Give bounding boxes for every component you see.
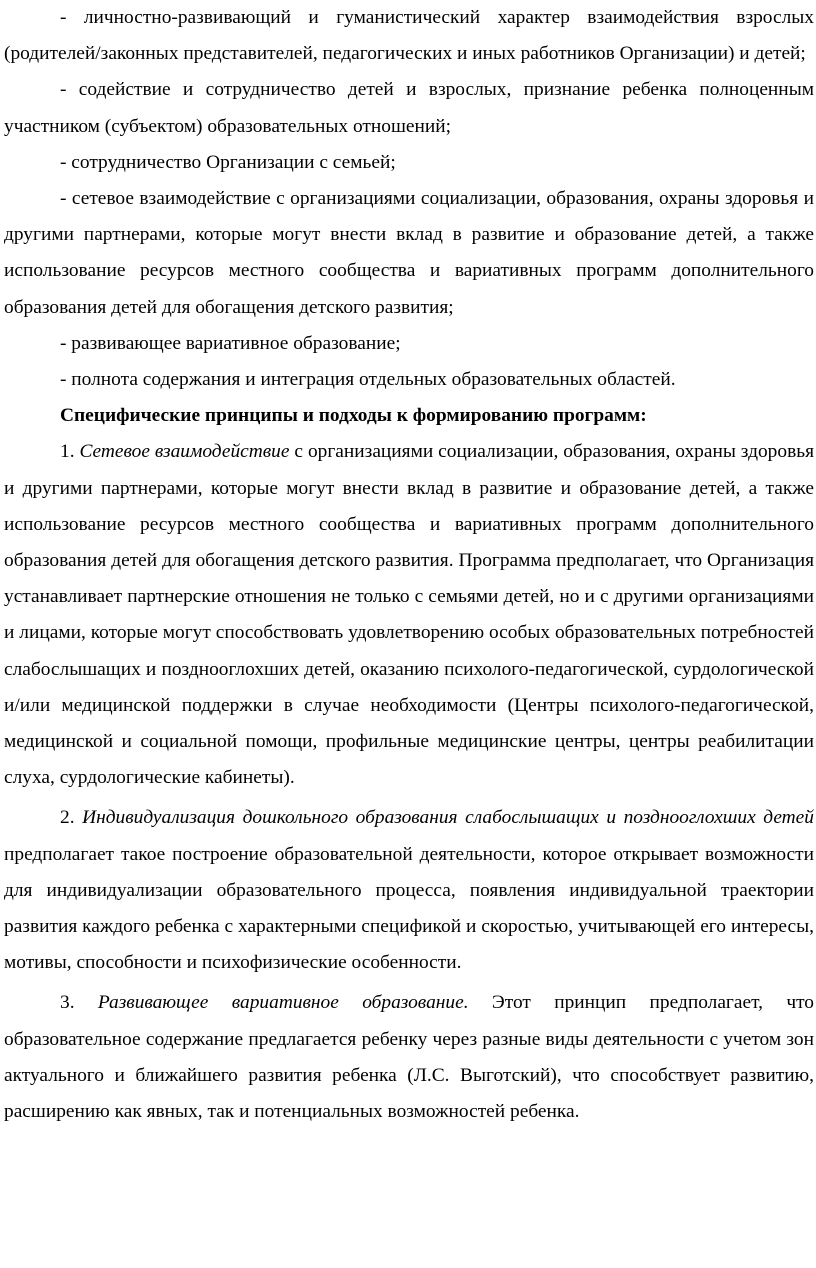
- list-item: - сотрудничество Организации с семьей;: [60, 151, 396, 173]
- principle-title: Сетевое взаимодействие: [79, 441, 290, 463]
- principle-title: Индивидуализация дошкольного образования слабослышащих и позднооглохших детей: [82, 807, 814, 829]
- principle-text: предполагает такое построение образовательной деятельности, которое открывает возможности для индивидуализации образовательного процесса, появления индивидуальной траектории развития каждого ребенка с характерными спецификой и скоростью, учитывающей его интересы, мотивы, способности и психофизические особенности.: [4, 843, 814, 974]
- principle-title: Развивающее вариативное образование.: [97, 992, 469, 1014]
- principle-paragraph: [4, 800, 814, 981]
- document-page: [4, 0, 814, 1130]
- principle-number: 1.: [60, 441, 75, 463]
- list-item: - содействие и сотрудничество детей и взрослых, признание ребенка полноценным участником (субъектом) образовательных отношений;: [4, 79, 814, 137]
- principle-text: Этот принцип предполагает, что образовательное содержание предлагается ребенку через разные виды деятельности с учетом зон актуального и ближайшего развития ребенка (Л.С. Выготский), что способствует развитию, расширению как явных, так и потенциальных возможностей ребенка.: [4, 992, 814, 1123]
- principle-number: 3.: [60, 992, 75, 1014]
- principle-paragraph: [4, 985, 814, 1130]
- section-heading: Специфические принципы и подходы к формированию программ:: [60, 405, 647, 427]
- list-item: - полнота содержания и интеграция отдельных образовательных областей.: [60, 369, 676, 391]
- list-item: - развивающее вариативное образование;: [60, 332, 401, 354]
- principle-paragraph: [4, 434, 814, 796]
- list-item: - сетевое взаимодействие с организациями социализации, образования, охраны здоровья и другими партнерами, которые могут внести вклад в развитие и образование детей, а также использование ресурсов местного сообщества и вариативных программ дополнительного образования детей для обогащения детского развития;: [4, 188, 814, 318]
- principle-text: с организациями социализации, образования, охраны здоровья и другими партнерами, которые могут внести вклад в развитие и образование детей, а также использование ресурсов местного сообщества и вариативных программ дополнительного образования детей для обогащения детского развития. Программа предполагает, что Организация устанавливает партнерские отношения не только с семьями детей, но и с другими организациями и лицами, которые могут способствовать удовлетворению особых образовательных потребностей слабослышащих и позднооглохших детей, оказанию психолого-педагогической, сурдологической и/или медицинской поддержки в случае необходимости (Центры психолого-педагогической, медицинской и социальной помощи, профильные медицинские центры, центры реабилитации слуха, сурдологические кабинеты).: [4, 441, 814, 789]
- list-item: - личностно-развивающий и гуманистический характер взаимодействия взрослых (родителей/законных представителей, педагогических и иных работников Организации) и детей;: [4, 7, 814, 65]
- principle-number: 2.: [60, 807, 75, 829]
